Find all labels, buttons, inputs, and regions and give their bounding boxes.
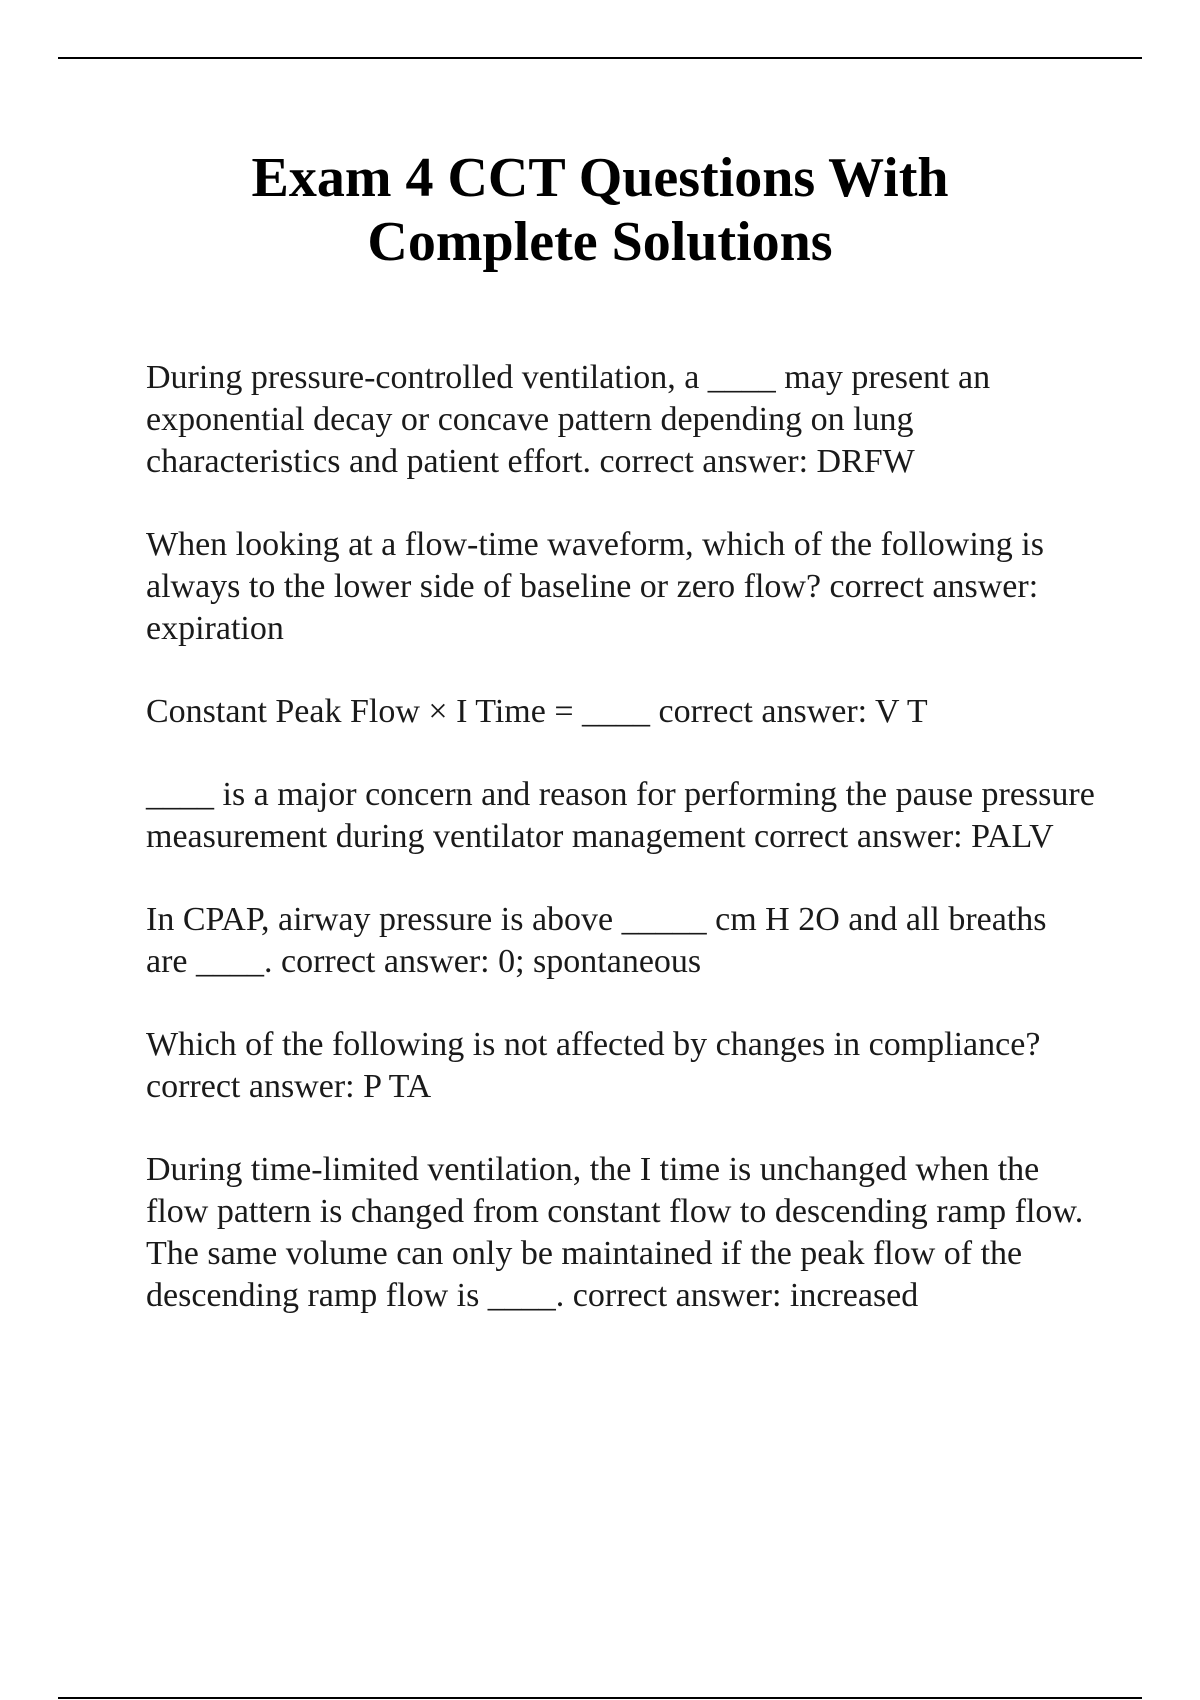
bottom-rule: [58, 1697, 1142, 1699]
qa-item-7: During time-limited ventilation, the I time is unchanged when the flow pattern is changed from constant flow to descending ramp flow. The same volume can only be maintained if the peak flow of the descending ramp flow is ____. correct answer: increased: [146, 1151, 1084, 1314]
qa-item-5: In CPAP, airway pressure is above _____ cm H 2O and all breaths are ____. correct answer: 0; spontaneous: [146, 901, 1047, 980]
question-answer-list: [146, 357, 1096, 1358]
qa-item-1: During pressure-controlled ventilation, a ____ may present an exponential decay or concave pattern depending on lung characteristics and patient effort. correct answer: DRFW: [146, 359, 991, 480]
title-line-2: Complete Solutions: [367, 211, 833, 273]
document-title: [100, 146, 1100, 274]
top-rule: [58, 57, 1142, 59]
qa-item-3: Constant Peak Flow × I Time = ____ correct answer: V T: [146, 693, 928, 730]
title-line-1: Exam 4 CCT Questions With: [251, 147, 949, 209]
qa-item-2: When looking at a flow-time waveform, which of the following is always to the lower side of baseline or zero flow? correct answer: expiration: [146, 526, 1044, 647]
qa-item-4: ____ is a major concern and reason for performing the pause pressure measurement during ventilator management correct answer: PALV: [146, 776, 1095, 855]
qa-item-6: Which of the following is not affected by changes in compliance? correct answer: P TA: [146, 1026, 1041, 1105]
